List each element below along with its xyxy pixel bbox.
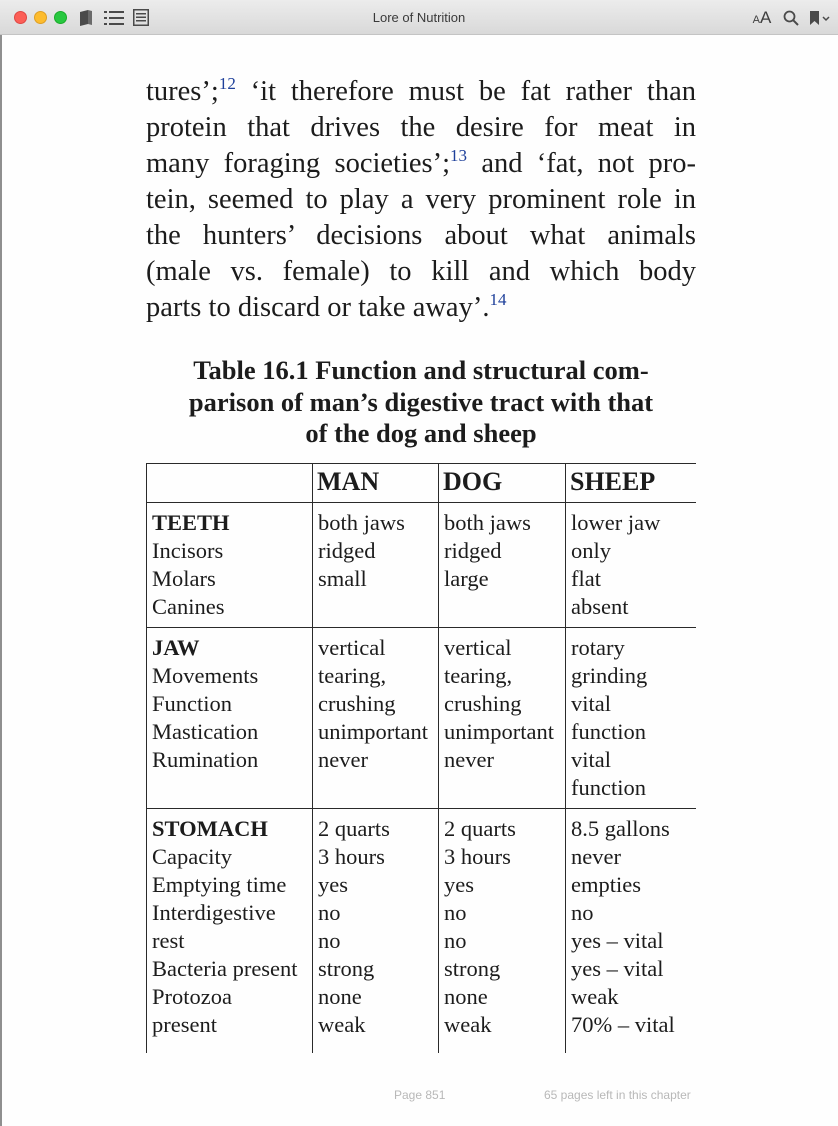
cell-line: lower jaw	[571, 510, 661, 535]
fullscreen-window-button[interactable]	[54, 11, 67, 24]
cell-line: tearing,	[318, 663, 387, 688]
cell-line: weak	[571, 984, 619, 1009]
minimize-window-button[interactable]	[34, 11, 47, 24]
section-heading: TEETH	[152, 510, 230, 535]
window-title	[0, 0, 838, 35]
header-cell: DOG	[439, 464, 566, 503]
header-cell: SHEEP	[566, 464, 697, 503]
cell-line: strong	[444, 956, 501, 981]
cell-line: Function	[152, 691, 233, 716]
cell-line: no	[444, 900, 467, 925]
row-label-cell	[147, 809, 313, 1054]
footnote-link[interactable]: 14	[489, 290, 507, 309]
cell-line: unimportant	[318, 719, 428, 744]
text-line: many foraging societies’;$^{13}$ and ‘fat, not pro-	[146, 146, 696, 179]
cell-line: large	[444, 566, 489, 591]
page-number: Page 851	[394, 1088, 446, 1102]
cell-line: 3 hours	[444, 844, 511, 869]
cell-line: Incisors	[152, 538, 224, 563]
text-line: protein that drives the desire for meat in	[146, 112, 696, 143]
notes-icon[interactable]	[132, 8, 150, 27]
value-cell-dog	[439, 503, 566, 628]
table-header-row	[147, 464, 697, 503]
cell-line: both jaws	[444, 510, 531, 535]
cell-line: never	[571, 844, 621, 869]
text-line: tures’;$^{12}$ ‘it therefore must be fat rather than	[146, 74, 696, 107]
cell-line: crushing	[318, 691, 396, 716]
text-line: tein, seemed to play a very prominent role in	[146, 184, 696, 215]
cell-line: 2 quarts	[318, 816, 390, 841]
cell-line: vital	[571, 691, 611, 716]
cell-line: yes – vital	[571, 956, 664, 981]
cell-line: Molars	[152, 566, 216, 591]
cell-line: yes – vital	[571, 928, 664, 953]
cell-line: weak	[318, 1012, 366, 1037]
section-heading: STOMACH	[152, 816, 268, 841]
cell-line: both jaws	[318, 510, 405, 535]
caption-line: parison of man’s digestive tract with that	[188, 386, 654, 417]
cell-line: none	[318, 984, 362, 1009]
cell-line: no	[318, 900, 341, 925]
font-size-icon[interactable]: A A	[752, 7, 772, 27]
header-cell	[147, 464, 313, 503]
cell-line: weak	[444, 1012, 492, 1037]
cell-line: Bacteria present	[152, 956, 298, 981]
close-window-button[interactable]	[14, 11, 27, 24]
window-titlebar	[0, 0, 838, 35]
cell-line: rotary	[571, 635, 625, 660]
cell-line: Canines	[152, 594, 225, 619]
cell-line: small	[318, 566, 367, 591]
cell-line: grinding	[571, 663, 648, 688]
cell-line: Interdigestive	[152, 900, 276, 925]
cell-line: 70% – vital	[571, 1012, 675, 1037]
cell-line: Movements	[152, 663, 259, 688]
value-cell-sheep	[566, 503, 697, 628]
comparison-table-container	[146, 463, 696, 1053]
cell-line: no	[571, 900, 594, 925]
cell-line: crushing	[444, 691, 522, 716]
table-row	[147, 809, 697, 1054]
cell-line: unimportant	[444, 719, 554, 744]
text-line: the hunters’ decisions about what animals	[146, 220, 696, 251]
row-label-cell	[147, 628, 313, 809]
caption-line: of the dog and sheep	[305, 418, 537, 448]
value-cell-sheep	[566, 628, 697, 809]
cell-line: flat	[571, 566, 601, 591]
value-cell-sheep	[566, 809, 697, 1054]
cell-line: never	[444, 747, 494, 772]
value-cell-dog	[439, 809, 566, 1054]
pages-left: 65 pages left in this chapter	[544, 1088, 691, 1102]
cell-line: never	[318, 747, 368, 772]
cell-line: vertical	[318, 635, 386, 660]
table-caption	[146, 355, 696, 450]
section-heading: JAW	[152, 635, 200, 660]
cell-line: only	[571, 538, 612, 563]
row-label-cell	[147, 503, 313, 628]
cell-line: Mastication	[152, 719, 259, 744]
cell-line: none	[444, 984, 488, 1009]
cell-line: absent	[571, 594, 629, 619]
cell-line: 2 quarts	[444, 816, 516, 841]
text-line: (male vs. female) to kill and which body	[146, 256, 696, 287]
caption-line: Table 16.1 Function and structural com-	[193, 355, 649, 385]
cell-line: yes	[318, 872, 348, 897]
cell-line: ridged	[318, 538, 376, 563]
comparison-table	[146, 463, 696, 1053]
value-cell-dog	[439, 628, 566, 809]
table-of-contents-icon[interactable]	[103, 8, 125, 27]
value-cell-man	[313, 628, 439, 809]
header-cell: MAN	[313, 464, 439, 503]
cell-line: vertical	[444, 635, 512, 660]
cell-line: function	[571, 719, 646, 744]
cell-line: no	[318, 928, 341, 953]
book-title: Lore of Nutrition	[372, 10, 466, 25]
library-icon[interactable]	[78, 8, 94, 27]
table-row	[147, 503, 697, 628]
footnote-link[interactable]: 13	[450, 146, 468, 165]
cell-line: vital	[571, 747, 611, 772]
cell-line: 3 hours	[318, 844, 385, 869]
cell-line: ridged	[444, 538, 502, 563]
cell-line: Protozoa	[152, 984, 232, 1009]
cell-line: yes	[444, 872, 474, 897]
value-cell-man	[313, 809, 439, 1054]
cell-line: present	[152, 1012, 217, 1037]
search-icon[interactable]	[782, 8, 800, 27]
cell-line: rest	[152, 928, 185, 953]
table-row	[147, 628, 697, 809]
bookmark-icon[interactable]	[806, 8, 832, 27]
text-line: parts to discard or take away’.$^{14}$	[146, 290, 507, 323]
cell-line: Capacity	[152, 844, 232, 869]
cell-line: strong	[318, 956, 375, 981]
cell-line: function	[571, 775, 646, 800]
page-paragraph	[146, 74, 696, 326]
cell-line: empties	[571, 872, 641, 897]
cell-line: tearing,	[444, 663, 513, 688]
cell-line: 8.5 gallons	[571, 816, 670, 841]
cell-line: Rumination	[152, 747, 259, 772]
cell-line: no	[444, 928, 467, 953]
value-cell-man	[313, 503, 439, 628]
cell-line: Emptying time	[152, 872, 287, 897]
window-edge	[0, 35, 2, 1126]
footnote-link[interactable]: 12	[218, 74, 236, 93]
